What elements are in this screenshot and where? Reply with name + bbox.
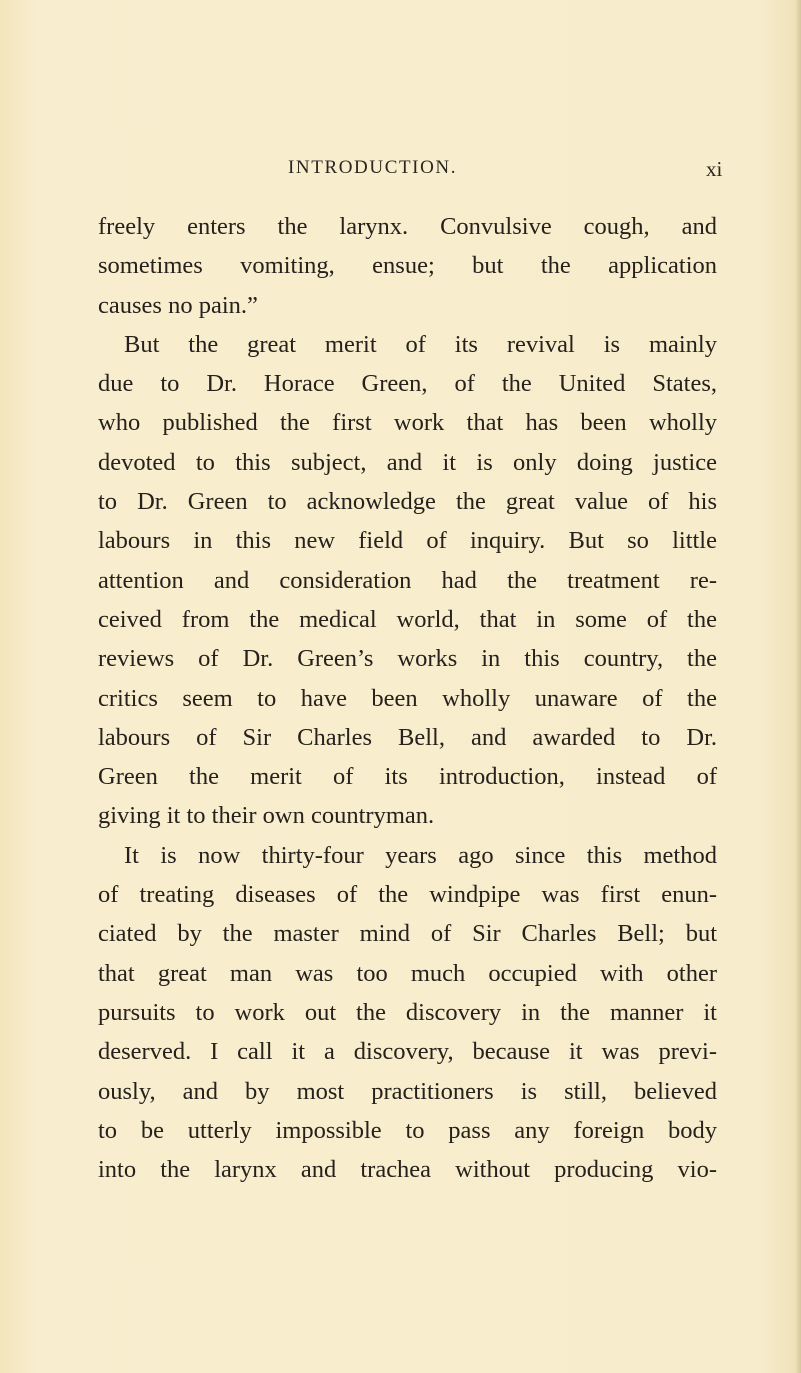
text-line: sometimes vomiting, ensue; but the application bbox=[98, 252, 717, 280]
text-line: critics seem to have been wholly unaware of the bbox=[98, 684, 717, 712]
text-line: to be utterly impossible to pass any foreign body bbox=[98, 1116, 717, 1144]
text-line: of treating diseases of the windpipe was first enun- bbox=[98, 881, 717, 909]
text-line: causes no pain.” bbox=[98, 291, 258, 319]
text-line: giving it to their own countryman. bbox=[98, 802, 435, 830]
text-line: ceived from the medical world, that in some of the bbox=[98, 605, 717, 633]
text-line: pursuits to work out the discovery in the manner it bbox=[98, 998, 717, 1026]
text-line: due to Dr. Horace Green, of the United States, bbox=[98, 370, 717, 398]
text-line: attention and consideration had the treatment re- bbox=[98, 566, 717, 594]
text-line: labours in this new field of inquiry. But so little bbox=[98, 527, 717, 555]
page-number: xi bbox=[706, 157, 723, 181]
text-line: It is now thirty-four years ago since this method bbox=[124, 841, 717, 869]
text-line: who published the first work that has been wholly bbox=[98, 409, 717, 437]
text-line: labours of Sir Charles Bell, and awarded to Dr. bbox=[98, 723, 717, 751]
body-text bbox=[98, 207, 717, 1189]
text-line: reviews of Dr. Green’s works in this country, the bbox=[98, 645, 717, 673]
text-line: deserved. I call it a discovery, because it was previ- bbox=[98, 1038, 717, 1066]
running-title: INTRODUCTION. bbox=[288, 157, 458, 178]
text-line: to Dr. Green to acknowledge the great value of his bbox=[98, 488, 717, 516]
text-line: freely enters the larynx. Convulsive cough, and bbox=[98, 213, 717, 240]
page-header bbox=[0, 157, 801, 185]
page-edge-shadow bbox=[795, 0, 801, 1373]
text-line: that great man was too much occupied with other bbox=[98, 959, 717, 987]
text-line: Green the merit of its introduction, instead of bbox=[98, 763, 717, 791]
text-line: But the great merit of its revival is mainly bbox=[124, 330, 717, 358]
text-line: devoted to this subject, and it is only doing justice bbox=[98, 448, 717, 476]
text-line: ously, and by most practitioners is still, believed bbox=[98, 1077, 717, 1105]
text-line: into the larynx and trachea without producing vio- bbox=[98, 1156, 717, 1184]
text-line: ciated by the master mind of Sir Charles Bell; but bbox=[98, 920, 717, 948]
